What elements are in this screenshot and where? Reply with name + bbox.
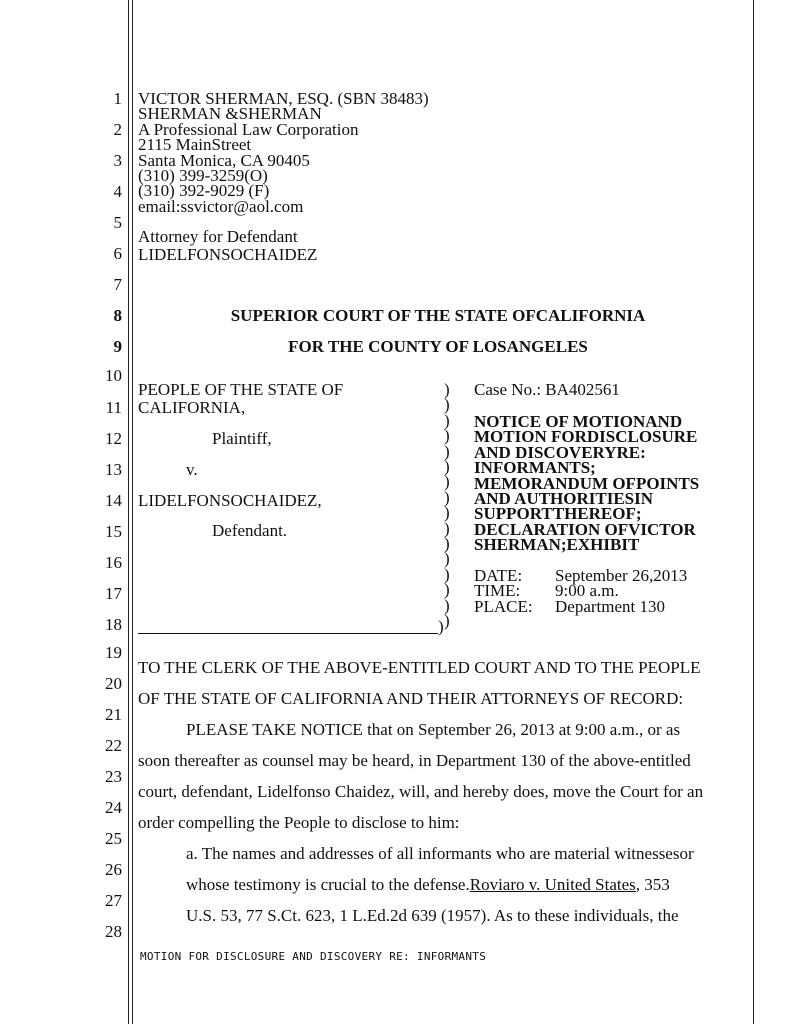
street-address: 2115 MainStreet (138, 135, 252, 154)
line-number: 20 (105, 674, 122, 693)
body-line: a. The names and addresses of all informants who are material witnessesor (186, 844, 694, 863)
citation-lead-text: whose testimony is crucial to the defense. (186, 875, 470, 894)
plaintiff-role: Plaintiff, (212, 429, 272, 448)
title-line: AND AUTHORITIESIN (474, 489, 654, 509)
body-line: OF THE STATE OF CALIFORNIA AND THEIR ATTORNEYS OF RECORD: (138, 689, 684, 708)
hearing-time-value: 9:00 a.m. (555, 581, 619, 600)
line-number: 19 (105, 643, 122, 662)
citation-volume: , 353 (635, 875, 670, 894)
title-line: MEMORANDUM OFPOINTS (474, 473, 700, 493)
hearing-time-label: TIME: (474, 581, 521, 600)
plaintiff-line2: CALIFORNIA, (138, 398, 246, 417)
line-number: 16 (105, 553, 122, 572)
body-line: TO THE CLERK OF THE ABOVE-ENTITLED COURT AND TO THE PEOPLE (138, 658, 701, 677)
line-number: 5 (113, 213, 122, 232)
line-number: 12 (105, 429, 122, 448)
line-number: 6 (113, 244, 122, 263)
caption-underline-paren: ) (438, 617, 444, 636)
title-line: MOTION FORDISCLOSURE (474, 427, 698, 447)
line-number: 26 (105, 860, 122, 879)
body-line: PLEASE TAKE NOTICE that on September 26, 2013 at 9:00 a.m., or as (186, 720, 681, 739)
attorney-name: VICTOR SHERMAN, ESQ. (SBN 38483) (138, 89, 429, 108)
line-number: 3 (113, 151, 122, 170)
attorney-role: Attorney for Defendant (138, 227, 298, 246)
plaintiff-line1: PEOPLE OF THE STATE OF (138, 380, 344, 399)
line-number: 8 (113, 306, 122, 325)
body-line: court, defendant, Lidelfonso Chaidez, will, and hereby does, move the Court for an (138, 782, 704, 801)
line-number: 25 (105, 829, 122, 848)
court-heading-line2: FOR THE COUNTY OF LOSANGELES (288, 337, 588, 356)
email-address: email:ssvictor@aol.com (138, 197, 304, 216)
court-heading-line1: SUPERIOR COURT OF THE STATE OFCALIFORNIA (230, 306, 646, 325)
line-number: 4 (113, 182, 122, 201)
line-number: 10 (105, 366, 122, 385)
body-line: order compelling the People to disclose to him: (138, 813, 460, 832)
body-line: soon thereafter as counsel may be heard, in Department 130 of the above-entitled (138, 751, 691, 770)
hearing-date-value: September 26,2013 (555, 566, 688, 585)
city-address: Santa Monica, CA 90405 (138, 151, 310, 170)
line-number: 28 (105, 922, 122, 941)
line-number: 9 (113, 337, 122, 356)
document-title (474, 414, 699, 553)
line-number: 21 (105, 705, 122, 724)
defendant-role: Defendant. (212, 521, 288, 540)
line-number: 15 (105, 522, 122, 541)
caption-underline (138, 633, 438, 634)
left-margin-rule-inner (132, 0, 133, 1024)
office-phone: (310) 399-3259(O) (138, 166, 268, 185)
line-number: 23 (105, 767, 122, 786)
body-line: U.S. 53, 77 S.Ct. 623, 1 L.Ed.2d 639 (1957). As to these individuals, the (186, 906, 679, 925)
hearing-date-label: DATE: (474, 566, 523, 585)
case-citation: Roviaro v. United States (469, 875, 636, 894)
title-line: SUPPORTTHEREOF; (474, 504, 642, 524)
caption-parentheses: ) ) ) ) ) ) ) ) ) ) ) ) ) ) ) ) (444, 380, 450, 631)
title-line: AND DISCOVERYRE: (474, 442, 646, 462)
page-footer: MOTION FOR DISCLOSURE AND DISCOVERY RE: INFORMANTS (140, 950, 487, 963)
line-number: 13 (105, 460, 122, 479)
hearing-place-label: PLACE: (474, 597, 533, 616)
line-number: 7 (113, 275, 122, 294)
versus: v. (186, 460, 198, 479)
title-line: NOTICE OF MOTIONAND (474, 412, 683, 431)
hearing-place-value: Department 130 (555, 597, 665, 616)
defendant-name: LIDELFONSOCHAIDEZ, (138, 491, 322, 510)
line-number: 22 (105, 736, 122, 755)
title-line: INFORMANTS; (474, 458, 596, 478)
firm-type: A Professional Law Corporation (138, 120, 359, 139)
title-line: SHERMAN;EXHIBIT (474, 535, 640, 555)
client-name: LIDELFONSOCHAIDEZ (138, 245, 318, 264)
line-number: 24 (105, 798, 122, 817)
line-number: 2 (113, 120, 122, 139)
line-number: 18 (105, 615, 122, 634)
fax-phone: (310) 392-9029 (F) (138, 181, 270, 200)
left-margin-rule-outer (128, 0, 129, 1024)
line-number: 11 (105, 398, 122, 417)
case-number: Case No.: BA402561 (474, 380, 620, 399)
body-line-citation (186, 875, 670, 895)
line-number: 14 (105, 491, 122, 510)
firm-name: SHERMAN &SHERMAN (138, 104, 322, 123)
line-number: 27 (105, 891, 122, 910)
title-line: DECLARATION OFVICTOR (474, 519, 696, 539)
right-margin-rule (753, 0, 754, 1024)
line-number: 1 (113, 89, 122, 108)
line-number: 17 (105, 584, 122, 603)
